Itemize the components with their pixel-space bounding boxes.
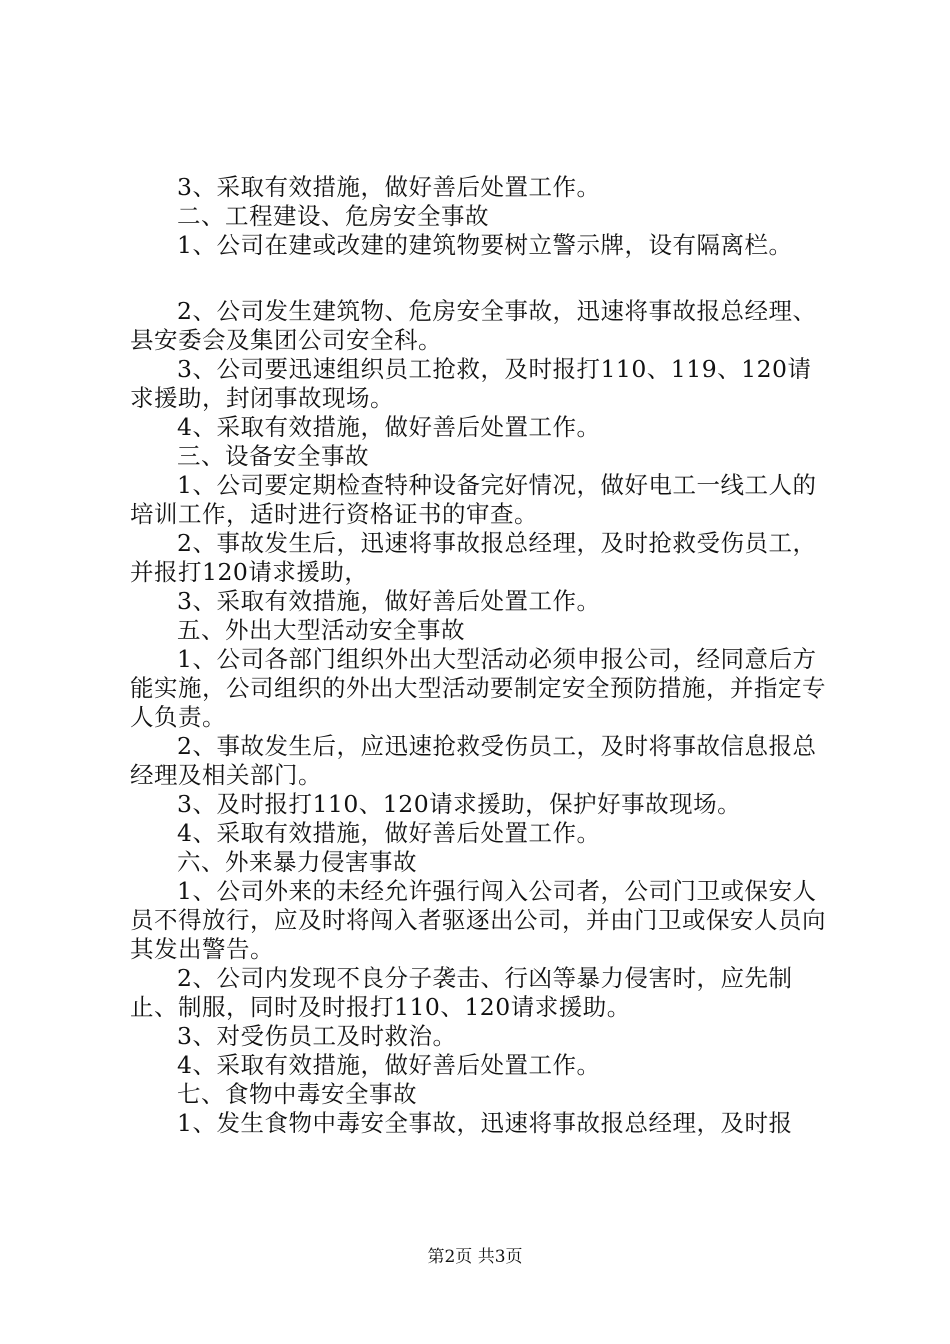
- paragraph: 4、采取有效措施，做好善后处置工作。: [177, 413, 601, 441]
- paragraph: 1、公司要定期检查特种设备完好情况，做好电工一线工人的培训工作，适时进行资格证书的审查。: [130, 471, 817, 528]
- paragraph: 1、公司外来的未经允许强行闯入公司者，公司门卫或保安人员不得放行，应及时将闯入者驱逐出公司，并由门卫或保安人员向其发出警告。: [130, 877, 826, 963]
- section-heading: 二、工程建设、危房安全事故: [177, 202, 489, 230]
- section-heading: 七、食物中毒安全事故: [177, 1080, 417, 1108]
- document-body: [130, 173, 830, 1138]
- section-heading: 五、外出大型活动安全事故: [177, 616, 465, 644]
- paragraph: 3、采取有效措施，做好善后处置工作。: [177, 173, 601, 201]
- page-number-footer: 第2页 共3页: [427, 1247, 523, 1267]
- paragraph: 2、公司发生建筑物、危房安全事故，迅速将事故报总经理、县安委会及集团公司安全科。: [130, 297, 817, 354]
- paragraph: 3、公司要迅速组织员工抢救，及时报打110、119、120请求援助，封闭事故现场。: [130, 355, 812, 412]
- paragraph: 4、采取有效措施，做好善后处置工作。: [177, 819, 601, 847]
- paragraph: 2、事故发生后，应迅速抢救受伤员工，及时将事故信息报总经理及相关部门。: [130, 732, 817, 789]
- paragraph: 2、事故发生后，迅速将事故报总经理，及时抢救受伤员工，并报打120请求援助，: [130, 529, 817, 586]
- section-heading: 三、设备安全事故: [177, 442, 369, 470]
- paragraph: 3、及时报打110、120请求援助，保护好事故现场。: [177, 790, 742, 818]
- section-heading: 六、外来暴力侵害事故: [177, 848, 417, 876]
- paragraph: 3、采取有效措施，做好善后处置工作。: [177, 587, 601, 615]
- paragraph: 1、发生食物中毒安全事故，迅速将事故报总经理，及时报: [177, 1109, 793, 1137]
- paragraph: 1、公司各部门组织外出大型活动必须申报公司，经同意后方能实施，公司组织的外出大型活动要制定安全预防措施，并指定专人负责。: [130, 645, 826, 731]
- paragraph: 3、对受伤员工及时救治。: [177, 1022, 457, 1050]
- paragraph: 4、采取有效措施，做好善后处置工作。: [177, 1051, 601, 1079]
- paragraph: 2、公司内发现不良分子袭击、行凶等暴力侵害时，应先制止、制服，同时及时报打110、120请求援助。: [130, 964, 793, 1021]
- paragraph: 1、公司在建或改建的建筑物要树立警示牌，设有隔离栏。: [177, 231, 793, 259]
